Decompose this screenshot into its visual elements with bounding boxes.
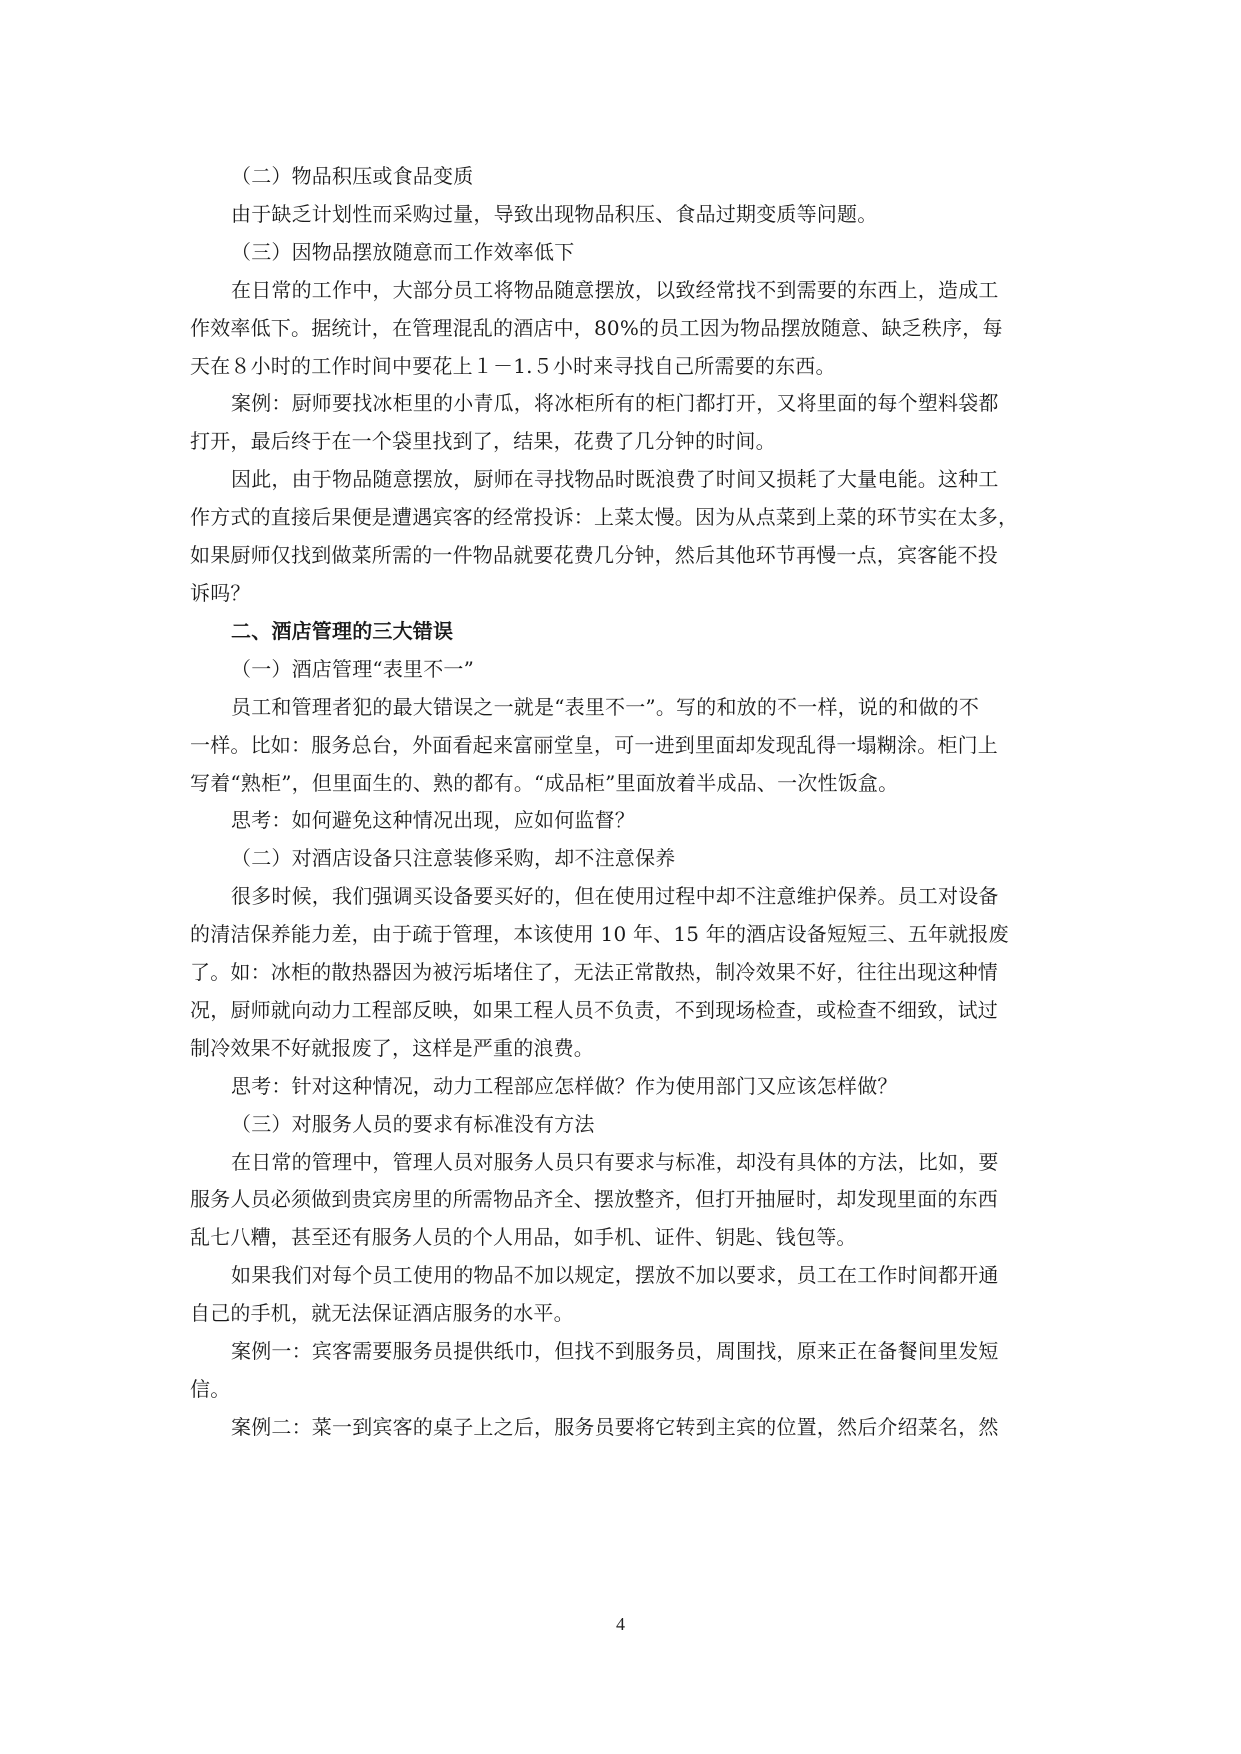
text-line: 一样。比如：服务总台，外面看起来富丽堂皇，可一进到里面却发现乱得一塌糊涂。柜门上 bbox=[190, 732, 998, 757]
text-line: 在日常的工作中，大部分员工将物品随意摆放，以致经常找不到需要的东西上，造成工 bbox=[231, 277, 999, 302]
text-line: （三）因物品摆放随意而工作效率低下 bbox=[231, 239, 575, 264]
text-line: 思考：针对这种情况，动力工程部应怎样做？作为使用部门又应该怎样做？ bbox=[231, 1073, 898, 1098]
text-line: 作方式的直接后果便是遭遇宾客的经常投诉：上菜太慢。因为从点菜到上菜的环节实在太多， bbox=[190, 505, 1019, 530]
text-line: 因此，由于物品随意摆放，厨师在寻找物品时既浪费了时间又损耗了大量电能。这种工 bbox=[231, 467, 999, 492]
text-line: 案例一：宾客需要服务员提供纸巾，但找不到服务员，周围找，原来正在备餐间里发短 bbox=[231, 1339, 999, 1364]
text-line: 作效率低下。据统计，在管理混乱的酒店中，80%的员工因为物品摆放随意、缺乏秩序，每 bbox=[190, 315, 1003, 340]
text-line: 如果我们对每个员工使用的物品不加以规定，摆放不加以要求，员工在工作时间都开通 bbox=[231, 1263, 999, 1288]
text-line: 的清洁保养能力差，由于疏于管理，本该使用 10 年、15 年的酒店设备短短三、五年就报废 bbox=[190, 922, 1009, 947]
text-line: 了。如：冰柜的散热器因为被污垢堵住了，无法正常散热，制冷效果不好，往往出现这种情 bbox=[190, 960, 998, 985]
page-number: 4 bbox=[616, 1614, 625, 1634]
text-line: 如果厨师仅找到做菜所需的一件物品就要花费几分钟，然后其他环节再慢一点，宾客能不投 bbox=[190, 543, 998, 568]
text-line: 在日常的管理中，管理人员对服务人员只有要求与标准，却没有具体的方法，比如，要 bbox=[231, 1149, 999, 1174]
text-line: 由于缺乏计划性而采购过量，导致出现物品积压、食品过期变质等问题。 bbox=[231, 201, 878, 226]
text-line: 乱七八糟，甚至还有服务人员的个人用品，如手机、证件、钥匙、钱包等。 bbox=[190, 1225, 857, 1250]
text-line: （二）对酒店设备只注意装修采购，却不注意保养 bbox=[231, 846, 676, 871]
text-line: 况，厨师就向动力工程部反映，如果工程人员不负责，不到现场检查，或检查不细致，试过 bbox=[190, 997, 998, 1022]
text-line: （二）物品积压或食品变质 bbox=[231, 164, 474, 188]
text-line: 诉吗？ bbox=[190, 580, 251, 605]
document-body bbox=[190, 158, 1051, 1447]
text-line: 案例：厨师要找冰柜里的小青瓜，将冰柜所有的柜门都打开，又将里面的每个塑料袋都 bbox=[231, 391, 999, 416]
text-line: 案例二：菜一到宾客的桌子上之后，服务员要将它转到主宾的位置，然后介绍菜名，然 bbox=[231, 1414, 999, 1439]
text-line: （一）酒店管理“表里不一” bbox=[231, 656, 475, 681]
text-line: 员工和管理者犯的最大错误之一就是“表里不一”。写的和放的不一样，说的和做的不 bbox=[231, 694, 980, 719]
text-line: 服务人员必须做到贵宾房里的所需物品齐全、摆放整齐，但打开抽屉时，却发现里面的东西 bbox=[190, 1187, 998, 1212]
text-line: 天在８小时的工作时间中要花上１－1.５小时来寻找自己所需要的东西。 bbox=[190, 353, 836, 378]
text-line: （三）对服务人员的要求有标准没有方法 bbox=[231, 1111, 595, 1136]
text-line: 制冷效果不好就报废了，这样是严重的浪费。 bbox=[190, 1035, 594, 1060]
text-line: 写着“熟柜”，但里面生的、熟的都有。“成品柜”里面放着半成品、一次性饭盒。 bbox=[190, 770, 899, 795]
text-line: 打开，最后终于在一个袋里找到了，结果，花费了几分钟的时间。 bbox=[190, 429, 776, 454]
section-heading: 二、酒店管理的三大错误 bbox=[231, 618, 454, 643]
text-line: 自己的手机，就无法保证酒店服务的水平。 bbox=[190, 1301, 574, 1326]
text-line: 信。 bbox=[190, 1377, 231, 1401]
text-line: 很多时候，我们强调买设备要买好的，但在使用过程中却不注意维护保养。员工对设备 bbox=[231, 884, 999, 909]
text-line: 思考：如何避免这种情况出现，应如何监督？ bbox=[231, 808, 635, 833]
